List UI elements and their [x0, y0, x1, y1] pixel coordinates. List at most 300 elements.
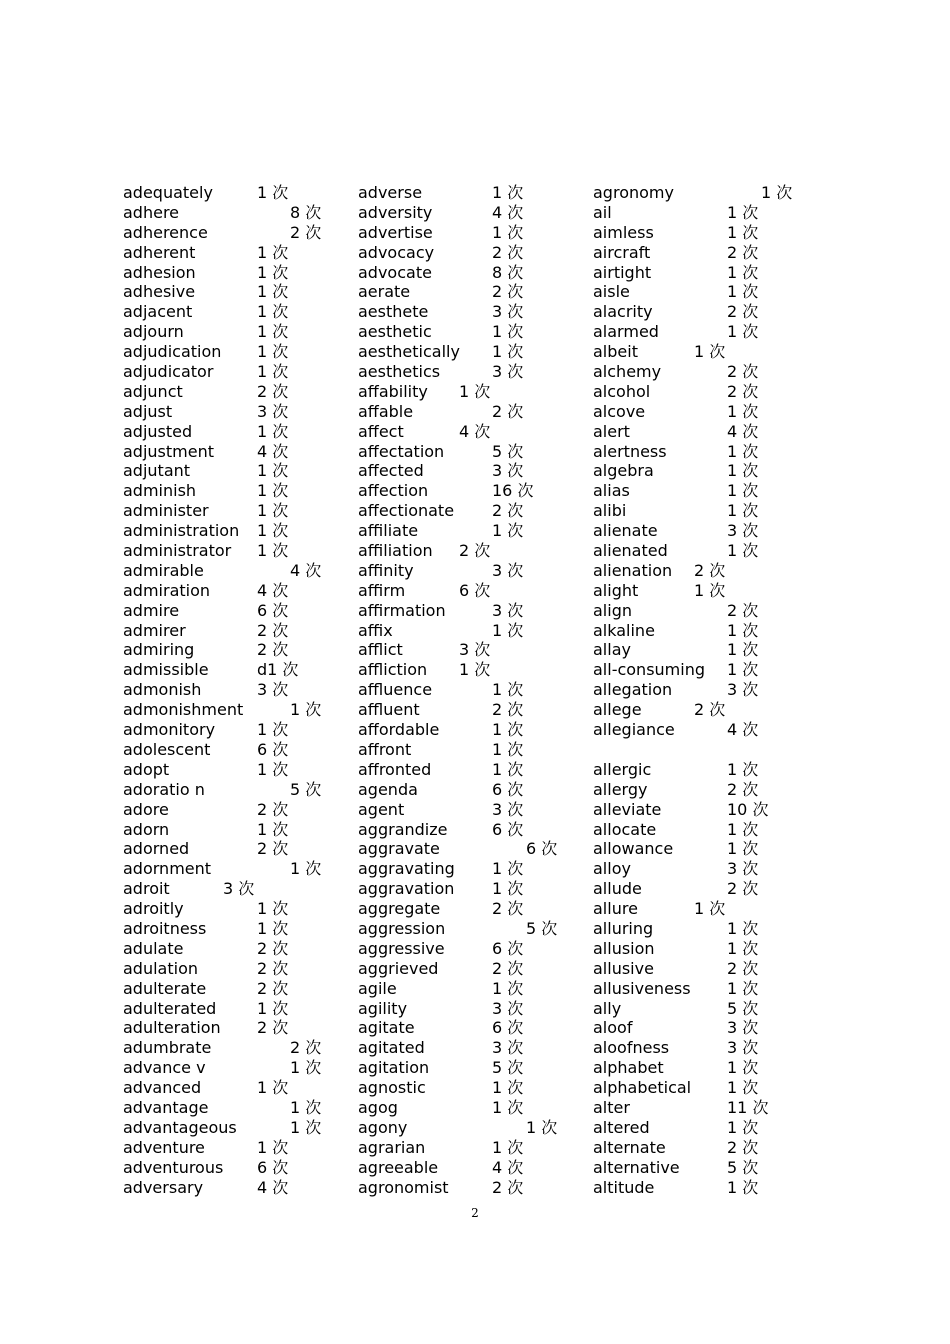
word-text: affluent — [358, 700, 420, 720]
word-text: aerate — [358, 282, 411, 302]
word-entry — [358, 839, 593, 859]
word-text: allude — [593, 879, 642, 899]
word-text: affordable — [358, 720, 440, 740]
word-entry — [123, 879, 358, 899]
word-frequency: 2 次 — [290, 222, 322, 242]
word-entry — [358, 481, 593, 501]
word-text: adulterate — [123, 978, 207, 998]
word-frequency: 2 次 — [492, 401, 524, 421]
word-text: allay — [593, 640, 631, 660]
word-frequency: 3 次 — [492, 998, 524, 1018]
word-entry — [358, 760, 593, 780]
word-entry — [593, 680, 828, 700]
word-entry — [358, 1138, 593, 1158]
word-text: adroitness — [123, 918, 207, 938]
word-entry — [123, 442, 358, 462]
word-frequency: 6 次 — [492, 938, 524, 958]
word-text: affirm — [358, 580, 406, 600]
word-frequency: 1 次 — [257, 282, 289, 302]
word-frequency: 2 次 — [257, 620, 289, 640]
word-text: alchemy — [593, 362, 662, 382]
word-text: affectation — [358, 441, 445, 461]
word-entry — [358, 223, 593, 243]
word-frequency: 1 次 — [257, 421, 289, 441]
word-entry — [358, 919, 593, 939]
word-entry — [123, 501, 358, 521]
word-frequency: 4 次 — [257, 441, 289, 461]
word-text: adroitly — [123, 899, 184, 919]
word-frequency: 1 次 — [257, 819, 289, 839]
word-text: adequately — [123, 183, 213, 202]
word-frequency: 3 次 — [492, 600, 524, 620]
word-entry — [123, 302, 358, 322]
word-entry — [123, 720, 358, 740]
word-entry — [123, 780, 358, 800]
word-entry — [123, 1158, 358, 1178]
word-text: allergic — [593, 759, 652, 779]
word-text: all-consuming — [593, 660, 705, 680]
word-entry — [593, 282, 828, 302]
word-frequency: 1 次 — [492, 521, 524, 541]
word-frequency: 4 次 — [257, 1177, 289, 1197]
word-entry — [358, 561, 593, 581]
word-frequency: 1 次 — [492, 1097, 524, 1117]
word-frequency: 1 次 — [727, 202, 759, 222]
word-entry — [358, 322, 593, 342]
word-entry — [123, 282, 358, 302]
word-entry — [123, 481, 358, 501]
word-entry — [123, 1118, 358, 1138]
word-frequency: 2 次 — [727, 958, 759, 978]
word-text: aggrandize — [358, 819, 448, 839]
word-entry — [358, 243, 593, 263]
word-frequency: 1 次 — [492, 720, 524, 740]
word-frequency: 2 次 — [492, 242, 524, 262]
word-entry — [593, 541, 828, 561]
word-entry — [123, 601, 358, 621]
word-frequency: 2 次 — [492, 1177, 524, 1197]
word-frequency: 1 次 — [526, 1117, 558, 1137]
word-text: admonishment — [123, 700, 244, 720]
word-entry — [123, 839, 358, 859]
word-entry — [358, 302, 593, 322]
word-text: aloofness — [593, 1038, 670, 1058]
word-text: alluring — [593, 918, 654, 938]
word-text: aesthetically — [358, 342, 460, 362]
word-entry — [593, 740, 828, 760]
word-frequency: 1 次 — [727, 461, 759, 481]
word-text: alternate — [593, 1137, 666, 1157]
word-frequency: 3 次 — [223, 879, 255, 899]
word-entry — [593, 640, 828, 660]
word-entry — [593, 700, 828, 720]
word-text: allure — [593, 899, 638, 919]
word-text: agronomist — [358, 1177, 449, 1197]
word-frequency: 3 次 — [727, 1018, 759, 1038]
word-frequency: 2 次 — [290, 1038, 322, 1058]
word-frequency: 2 次 — [492, 282, 524, 302]
word-text: admire — [123, 600, 180, 620]
word-text: adventure — [123, 1137, 205, 1157]
word-entry — [123, 740, 358, 760]
word-text: alter — [593, 1097, 630, 1117]
word-frequency: 1 次 — [727, 938, 759, 958]
word-text: adjudication — [123, 342, 222, 362]
word-text: adversary — [123, 1177, 204, 1197]
word-entry — [358, 442, 593, 462]
word-entry — [593, 859, 828, 879]
word-text: adopt — [123, 759, 170, 779]
word-entry — [593, 442, 828, 462]
word-frequency: 1 次 — [492, 859, 524, 879]
word-entry — [358, 640, 593, 660]
word-frequency: 1 次 — [257, 242, 289, 262]
word-frequency: 6 次 — [526, 839, 558, 859]
word-entry — [593, 979, 828, 999]
word-entry — [358, 780, 593, 800]
word-frequency: 4 次 — [727, 720, 759, 740]
word-frequency: 1 次 — [727, 978, 759, 998]
word-frequency: 1 次 — [492, 342, 524, 362]
word-entry — [358, 680, 593, 700]
word-text: adorned — [123, 839, 190, 859]
word-frequency: 5 次 — [492, 1058, 524, 1078]
word-entry — [123, 1038, 358, 1058]
word-entry — [123, 362, 358, 382]
word-text: alacrity — [593, 302, 653, 322]
page-number: 2 — [471, 1206, 479, 1220]
word-entry — [358, 899, 593, 919]
word-frequency: 1 次 — [727, 282, 759, 302]
word-frequency: 2 次 — [727, 302, 759, 322]
word-frequency: 2 次 — [727, 600, 759, 620]
word-entry — [593, 422, 828, 442]
word-frequency: 2 次 — [257, 381, 289, 401]
word-entry — [593, 780, 828, 800]
word-frequency: 6 次 — [257, 600, 289, 620]
word-entry — [593, 561, 828, 581]
word-entry — [593, 1158, 828, 1178]
word-frequency: 1 次 — [257, 998, 289, 1018]
word-frequency: 1 次 — [727, 401, 759, 421]
word-frequency: 1 次 — [257, 262, 289, 282]
word-entry — [593, 720, 828, 740]
word-entry — [358, 1158, 593, 1178]
word-text: adornment — [123, 859, 212, 879]
word-entry — [593, 800, 828, 820]
word-text: alcohol — [593, 381, 651, 401]
word-text: agenda — [358, 779, 418, 799]
word-entry — [593, 402, 828, 422]
word-frequency: 1 次 — [761, 183, 793, 202]
word-frequency: 1 次 — [257, 362, 289, 382]
word-entry — [593, 1038, 828, 1058]
word-text: affected — [358, 461, 424, 481]
word-entry — [123, 680, 358, 700]
word-entry — [593, 481, 828, 501]
word-text: altitude — [593, 1177, 655, 1197]
word-entry — [123, 1178, 358, 1198]
word-frequency: 1 次 — [727, 222, 759, 242]
word-entry — [358, 183, 593, 203]
word-frequency: 1 次 — [492, 739, 524, 759]
word-entry — [593, 1138, 828, 1158]
word-entry — [123, 521, 358, 541]
word-text: algebra — [593, 461, 654, 481]
word-entry — [593, 223, 828, 243]
word-frequency: 6 次 — [492, 1018, 524, 1038]
word-frequency: 6 次 — [459, 580, 491, 600]
word-entry — [358, 402, 593, 422]
word-entry — [593, 521, 828, 541]
word-text: admirer — [123, 620, 186, 640]
word-text: affix — [358, 620, 393, 640]
word-frequency: 2 次 — [257, 839, 289, 859]
word-frequency: 1 次 — [290, 1117, 322, 1137]
word-entry — [123, 820, 358, 840]
word-entry — [593, 601, 828, 621]
word-text: adjutant — [123, 461, 191, 481]
word-text: advocacy — [358, 242, 435, 262]
word-entry — [123, 979, 358, 999]
word-text: adhesive — [123, 282, 196, 302]
word-frequency: 1 次 — [727, 501, 759, 521]
word-entry — [123, 541, 358, 561]
word-entry — [358, 959, 593, 979]
word-frequency: 8 次 — [492, 262, 524, 282]
word-entry — [358, 601, 593, 621]
word-entry — [358, 501, 593, 521]
word-entry — [593, 959, 828, 979]
word-text: albeit — [593, 342, 638, 362]
word-text: admissible — [123, 660, 209, 680]
word-entry — [123, 561, 358, 581]
word-frequency: 1 次 — [257, 342, 289, 362]
word-text: alienation — [593, 560, 673, 580]
word-frequency: 1 次 — [492, 978, 524, 998]
word-text: aggravation — [358, 879, 455, 899]
word-frequency: 1 次 — [727, 660, 759, 680]
word-frequency: 1 次 — [257, 501, 289, 521]
word-frequency: 6 次 — [492, 819, 524, 839]
word-text: agitated — [358, 1038, 425, 1058]
word-frequency: 1 次 — [459, 381, 491, 401]
word-text: adhere — [123, 202, 180, 222]
word-text: adumbrate — [123, 1038, 212, 1058]
word-frequency: 1 次 — [459, 660, 491, 680]
word-entry — [123, 939, 358, 959]
word-entry — [123, 581, 358, 601]
word-text: aggressive — [358, 938, 445, 958]
word-entry — [358, 740, 593, 760]
word-frequency: 1 次 — [727, 918, 759, 938]
word-frequency: 1 次 — [257, 899, 289, 919]
word-text: admonitory — [123, 720, 216, 740]
word-text: allusion — [593, 938, 655, 958]
word-entry — [593, 999, 828, 1019]
word-text: advertise — [358, 222, 433, 242]
word-entry — [123, 402, 358, 422]
word-text: allocate — [593, 819, 657, 839]
word-text: aggravate — [358, 839, 440, 859]
word-entry — [123, 1018, 358, 1038]
word-text: adventurous — [123, 1157, 224, 1177]
word-entry — [358, 541, 593, 561]
word-frequency: 2 次 — [492, 899, 524, 919]
word-entry — [123, 640, 358, 660]
word-text: alibi — [593, 501, 627, 521]
word-frequency: d1 次 — [257, 660, 299, 680]
word-text: aesthete — [358, 302, 429, 322]
word-entry — [593, 183, 828, 203]
word-entry — [593, 660, 828, 680]
word-frequency: 1 次 — [727, 839, 759, 859]
word-text: ally — [593, 998, 622, 1018]
word-frequency: 5 次 — [727, 1157, 759, 1177]
word-frequency: 2 次 — [727, 362, 759, 382]
word-entry — [358, 879, 593, 899]
word-text: adjunct — [123, 381, 183, 401]
word-frequency: 1 次 — [290, 859, 322, 879]
word-entry — [358, 939, 593, 959]
word-frequency: 1 次 — [492, 183, 524, 202]
word-text: alienated — [593, 541, 668, 561]
word-entry — [123, 1138, 358, 1158]
word-frequency: 1 次 — [694, 899, 726, 919]
word-frequency: 1 次 — [257, 541, 289, 561]
word-frequency: 1 次 — [257, 1137, 289, 1157]
word-entry — [123, 959, 358, 979]
word-frequency: 8 次 — [290, 202, 322, 222]
word-frequency: 1 次 — [727, 541, 759, 561]
word-frequency: 1 次 — [694, 342, 726, 362]
word-text: alphabet — [593, 1058, 664, 1078]
word-text: affection — [358, 481, 429, 501]
word-entry — [593, 461, 828, 481]
word-entry — [358, 282, 593, 302]
word-entry — [593, 581, 828, 601]
word-frequency: 2 次 — [727, 879, 759, 899]
word-text: adversity — [358, 202, 433, 222]
word-frequency: 5 次 — [290, 779, 322, 799]
word-frequency: 1 次 — [727, 620, 759, 640]
word-text: agitation — [358, 1058, 430, 1078]
word-text: advantage — [123, 1097, 209, 1117]
word-entry — [358, 1178, 593, 1198]
word-entry — [358, 263, 593, 283]
word-frequency: 4 次 — [257, 580, 289, 600]
word-frequency: 2 次 — [257, 958, 289, 978]
word-text: aggrieved — [358, 958, 439, 978]
word-text: agreeable — [358, 1157, 439, 1177]
word-frequency: 2 次 — [492, 958, 524, 978]
word-text: advantageous — [123, 1117, 237, 1137]
word-entry — [593, 899, 828, 919]
word-frequency: 11 次 — [727, 1097, 769, 1117]
word-frequency: 2 次 — [727, 1137, 759, 1157]
word-entry — [123, 800, 358, 820]
word-text: allusive — [593, 958, 654, 978]
word-frequency: 3 次 — [727, 1038, 759, 1058]
word-text: aesthetics — [358, 362, 441, 382]
word-entry — [123, 660, 358, 680]
word-frequency: 6 次 — [257, 739, 289, 759]
word-frequency: 1 次 — [727, 640, 759, 660]
word-text: alarmed — [593, 322, 659, 342]
word-text: adolescent — [123, 739, 211, 759]
word-frequency: 4 次 — [492, 202, 524, 222]
word-frequency: 16 次 — [492, 481, 534, 501]
word-frequency: 1 次 — [257, 481, 289, 501]
word-entry — [123, 1098, 358, 1118]
word-text: allowance — [593, 839, 674, 859]
word-frequency: 1 次 — [727, 262, 759, 282]
word-text: advance v — [123, 1058, 206, 1078]
word-frequency: 1 次 — [727, 481, 759, 501]
word-text: allegiance — [593, 720, 675, 740]
word-text: align — [593, 600, 632, 620]
word-frequency: 2 次 — [257, 640, 289, 660]
word-entry — [358, 999, 593, 1019]
word-frequency: 1 次 — [257, 720, 289, 740]
word-frequency: 2 次 — [257, 938, 289, 958]
word-entry — [358, 700, 593, 720]
word-frequency: 1 次 — [727, 441, 759, 461]
word-frequency: 2 次 — [727, 779, 759, 799]
word-frequency: 6 次 — [492, 779, 524, 799]
word-entry — [358, 1098, 593, 1118]
word-frequency: 1 次 — [492, 1137, 524, 1157]
word-frequency: 3 次 — [492, 799, 524, 819]
word-entry — [123, 700, 358, 720]
word-frequency: 2 次 — [492, 700, 524, 720]
word-frequency: 6 次 — [257, 1157, 289, 1177]
word-text: adverse — [358, 183, 423, 202]
word-entry — [358, 203, 593, 223]
word-frequency: 1 次 — [257, 1078, 289, 1098]
word-text: airtight — [593, 262, 652, 282]
word-frequency: 1 次 — [290, 1097, 322, 1117]
word-frequency: 1 次 — [727, 1177, 759, 1197]
word-frequency: 3 次 — [257, 680, 289, 700]
word-text: affirmation — [358, 600, 446, 620]
word-entry — [593, 1058, 828, 1078]
word-frequency: 3 次 — [257, 401, 289, 421]
word-frequency: 1 次 — [727, 1078, 759, 1098]
word-entry — [358, 859, 593, 879]
word-entry — [593, 820, 828, 840]
word-entry — [593, 1118, 828, 1138]
word-frequency: 1 次 — [727, 1117, 759, 1137]
word-text: aimless — [593, 222, 654, 242]
word-frequency: 1 次 — [492, 1078, 524, 1098]
word-text: aggravating — [358, 859, 455, 879]
word-frequency: 1 次 — [492, 759, 524, 779]
word-text: agitate — [358, 1018, 415, 1038]
word-entry — [123, 263, 358, 283]
word-text: afflict — [358, 640, 403, 660]
word-frequency: 1 次 — [694, 580, 726, 600]
word-entry — [123, 422, 358, 442]
word-entry — [593, 302, 828, 322]
word-entry — [123, 223, 358, 243]
word-text: adulterated — [123, 998, 217, 1018]
word-entry — [358, 362, 593, 382]
word-text: adore — [123, 799, 169, 819]
word-text: administrator — [123, 541, 232, 561]
word-column-1 — [123, 183, 358, 1197]
word-entry — [358, 979, 593, 999]
